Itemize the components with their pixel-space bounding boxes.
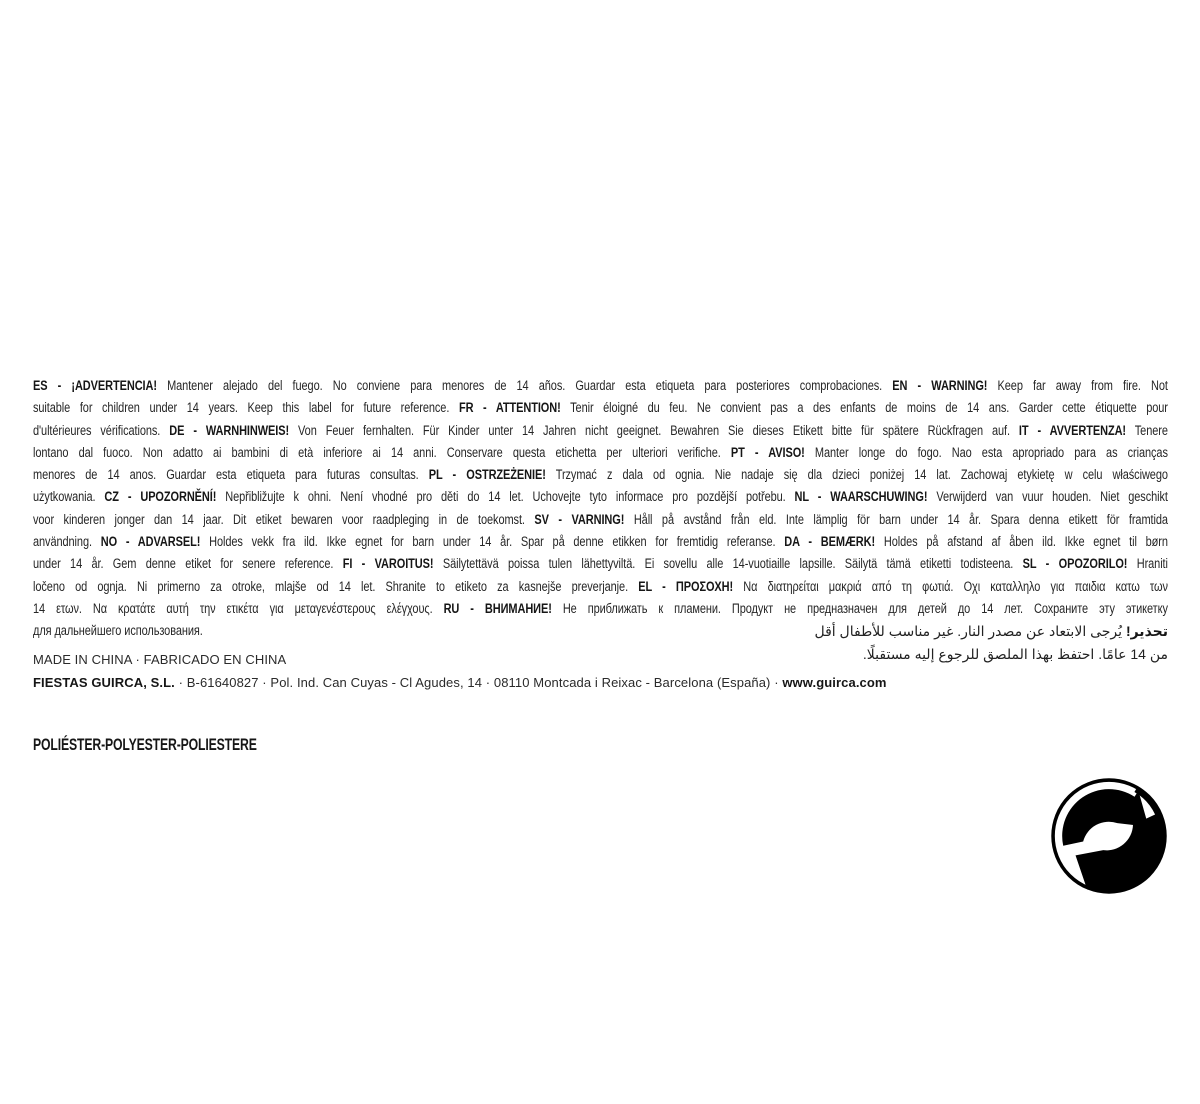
warning-text: ločeno od ognja. Ni primerno za otroke, mlajše od 14 let. Shranite to etiketo za kasnejše preverjanje. [33,578,639,594]
warning-language-label: تحذير! [1125,623,1168,639]
warning-text: Manter longe do fogo. Nao esta apropriado para as crianças [804,444,1168,460]
warning-text: Säilytettävä poissa tulen lähettyviltä. Ei sovellu alle 14-vuotiaille lapsille. Säilytä tämä etiketti todisteena. [433,556,1023,572]
warning-line [33,576,1168,598]
warning-text: menores de 14 anos. Guardar esta etiqueta para futuras consultas. [33,467,429,483]
arabic-warning-paragraph [814,620,1168,666]
warning-line [33,509,1168,531]
warning-text: من 14 عامًا. احتفظ بهذا الملصق للرجوع إليه مستقبلًا. [862,646,1168,662]
warning-language-label: EN - WARNING! [892,378,988,393]
warning-text: Tenir éloigné du feu. Ne convient pas a des enfants de moins de 14 ans. Garder cette étiquette pour [560,400,1168,416]
warning-text: użytkowania. [33,489,105,505]
warning-text: under 14 år. Gem denne etiket for senere reference. [33,556,343,572]
warning-text: Verwijderd van vuur houden. Niet geschikt [927,489,1168,505]
warning-language-label: EL - ΠΡΟΣΟΧΗ! [638,578,734,594]
warning-text: Holdes på afstand af åben ild. Ikke egnet til børn [875,534,1168,550]
multilingual-warning-paragraph [33,375,1168,643]
warning-text: Να διατηρείται μακριά από τη φωτιά. Οχι καταλληλο για παιδια κατω των [733,578,1168,594]
warning-language-label: FR - ATTENTION! [458,400,561,416]
warning-text: Håll på avstånd från eld. Inte lämplig för barn under 14 år. Spara denna etikett för framtida [624,511,1168,527]
warning-text: voor kinderen jonger dan 14 jaar. Dit etiket bewaren voor raadpleging in de toekomst. [33,511,535,527]
warning-language-label: RU - ВНИМАНИЕ! [443,600,552,616]
warning-language-label: FI - VAROITUS! [342,556,434,572]
warning-text: Trzymać z dala od ognia. Nie nadaje się dla dzieci poniżej 14 lat. Zachowaj etykietę w celu właściwego [545,467,1168,483]
warning-text: Nepřibližujte k ohni. Není vhodné pro děti do 14 let. Uchovejte tyto informace pro pozdější potřebu. [216,489,795,505]
warning-text: Mantener alejado del fuego. No conviene para menores de 14 años. Guardar esta etiqueta para posteriores comprobaciones. [156,378,893,393]
warning-language-label: SL - OPOZORILO! [1022,556,1128,572]
manufacturer-line [33,675,887,690]
warning-language-label: DE - WARNHINWEIS! [169,422,290,438]
warning-line [33,375,1168,397]
warning-text: Von Feuer fernhalten. Für Kinder unter 14 Jahren nicht geeignet. Bewahren Sie dieses Etikett bitte für spätere Rückfragen auf. [289,422,1019,438]
warning-text: lontano dal fuoco. Non adatto ai bambini di età inferiore ai 14 anni. Conservare questa etichetta per ulteriori verifiche. [33,444,731,460]
made-in-line: MADE IN CHINA · FABRICADO EN CHINA [33,652,287,667]
warning-text: Tenere [1125,422,1168,438]
warning-language-label: ES - ¡ADVERTENCIA! [33,378,157,393]
green-dot-recycling-icon [1050,777,1168,895]
warning-language-label: IT - AVVERTENZA! [1018,422,1126,438]
material-composition-label: POLIÉSTER-POLYESTER-POLIESTERE [33,735,257,754]
warning-text: يُرجى الابتعاد عن مصدر النار. غير مناسب للأطفال أقل [814,623,1126,639]
warning-line [33,420,1168,442]
company-name-bold: www.guirca.com [782,675,887,690]
warning-language-label: CZ - UPOZORNĚNÍ! [104,489,217,505]
company-name-bold: FIESTAS GUIRCA, S.L. [33,675,175,690]
warning-language-label: NO - ADVARSEL! [100,534,201,550]
warning-language-label: PT - AVISO! [730,444,805,460]
warning-line [33,531,1168,553]
warning-language-label: DA - BEMÆRK! [784,534,876,550]
warning-line [33,553,1168,575]
warning-line [33,442,1168,464]
arabic-warning-line [814,620,1168,643]
arabic-warning-line [814,643,1168,666]
warning-language-label: SV - VARNING! [534,511,625,527]
warning-line [33,486,1168,508]
warning-line [33,598,1168,620]
warning-language-label: NL - WAARSCHUWING! [794,489,928,505]
warning-text: suitable for children under 14 years. Keep this label for future reference. [33,400,459,416]
warning-text: Keep far away from fire. Not [987,378,1168,393]
warning-language-label: PL - OSTRZEŻENIE! [428,467,546,483]
warning-text: для дальнейшего использования. [33,623,203,639]
company-info-text: · B-61640827 · Pol. Ind. Can Cuyas - Cl Agudes, 14 · 08110 Montcada i Reixac - Barcelona (España) · [174,675,783,690]
green-dot-svg [1050,777,1168,895]
warning-line [33,397,1168,419]
warning-text: Hraniti [1127,556,1168,572]
warning-text: d'ultérieures vérifications. [33,422,170,438]
warning-text: användning. [33,534,101,550]
warning-text: Не приближать к пламени. Продукт не предназначен для детей до 14 лет. Сохраните эту этикетку [551,600,1168,616]
warning-text: 14 ετων. Να κρατάτε αυτή την ετικέτα για μεταγενέστερους ελέγχους. [33,600,444,616]
warning-text: Holdes vekk fra ild. Ikke egnet for barn under 14 år. Spar på denne etikken for fremtidig referanse. [200,534,785,550]
warning-line [33,464,1168,486]
